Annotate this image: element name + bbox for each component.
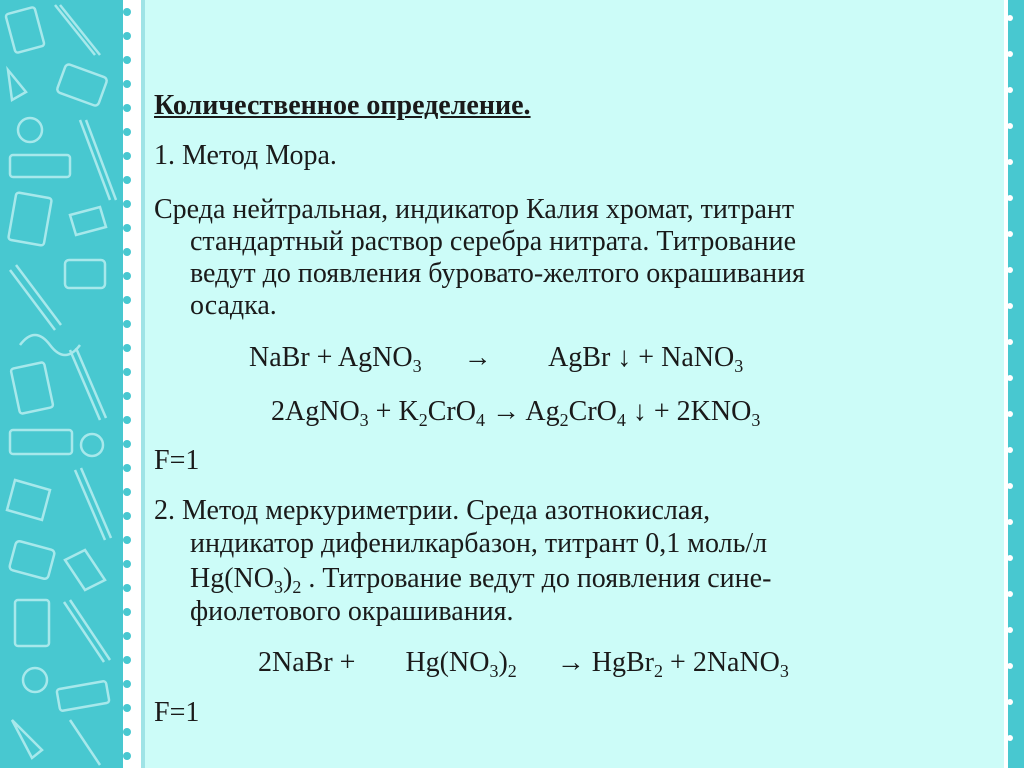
eq1-plus-2: + (638, 342, 655, 373)
method2-desc-line-2: индикатор дифенилкарбазон, титрант 0,1 моль/л (190, 528, 768, 559)
eq1-plus: + (316, 342, 333, 373)
right-border-dots (1004, 0, 1024, 768)
eq3-product-c: HgBr$_2$ (591, 647, 664, 681)
eq2-reactant-b: $K_2CrO_4$ (398, 396, 485, 430)
eq1-product-d: NaNO$_3$ (661, 342, 744, 376)
eq2-arrow: → (491, 396, 520, 427)
eq3-plus-2: + (670, 647, 686, 678)
eq1-product-c: AgBr (548, 342, 611, 373)
eq1-precipitate-icon: ↓ (617, 342, 632, 373)
eq2-plus: + (375, 396, 392, 427)
sidebar-pattern (0, 0, 123, 768)
eq1-reactant-a: NaBr (249, 342, 310, 373)
divider-dots (123, 0, 145, 768)
eq2-precipitate-icon: ↓ (632, 396, 647, 427)
equation-1 (249, 342, 743, 374)
eq1-arrow: → (463, 342, 492, 373)
method1-desc-line-1: Среда нейтральная, индикатор Калия хромат, титрант (154, 194, 795, 225)
eq2-product-c: $Ag_2CrO_4$ (525, 396, 626, 430)
eq3-reactant-a: 2NaBr (258, 647, 333, 678)
wavy-divider (123, 0, 145, 768)
eq3-arrow: → (556, 647, 585, 678)
eq2-plus-2: + (653, 396, 670, 427)
method2-desc-line-3: $Hg(NO_3)_2$ . Титрование ведут до появления сине- (190, 563, 772, 597)
slide-title: Количественное определение. (154, 90, 531, 121)
method1-f-value: F=1 (154, 445, 200, 476)
method1-desc-line-3: ведут до появления буровато-желтого окрашивания (190, 258, 805, 289)
method2-desc-line-1: 2. Метод меркуриметрии. Среда азотнокислая, (154, 495, 711, 526)
slide-content (154, 0, 994, 768)
eq3-product-d: 2NaNO$_3$ (692, 647, 789, 681)
method2-f-value: F=1 (154, 697, 200, 728)
method1-desc-line-2: стандартный раствор серебра нитрата. Титрование (190, 226, 797, 257)
right-border (1004, 0, 1024, 768)
equation-2 (271, 396, 760, 428)
eq3-plus: + (339, 647, 356, 678)
equation-3 (258, 647, 789, 679)
method1-heading: 1. Метод Мора. (154, 140, 337, 171)
method1-desc-line-4: осадка. (190, 290, 277, 321)
eq2-product-d: $2KNO_3$ (676, 396, 761, 430)
eq1-reactant-b: AgNO$_3$ (337, 342, 422, 376)
decorative-sidebar (0, 0, 123, 768)
eq2-reactant-a: 2AgNO$_3$ (271, 396, 369, 430)
method2-desc-line-4: фиолетового окрашивания. (190, 596, 514, 627)
eq3-reactant-b: $Hg(NO_3)_2$ (405, 647, 517, 681)
